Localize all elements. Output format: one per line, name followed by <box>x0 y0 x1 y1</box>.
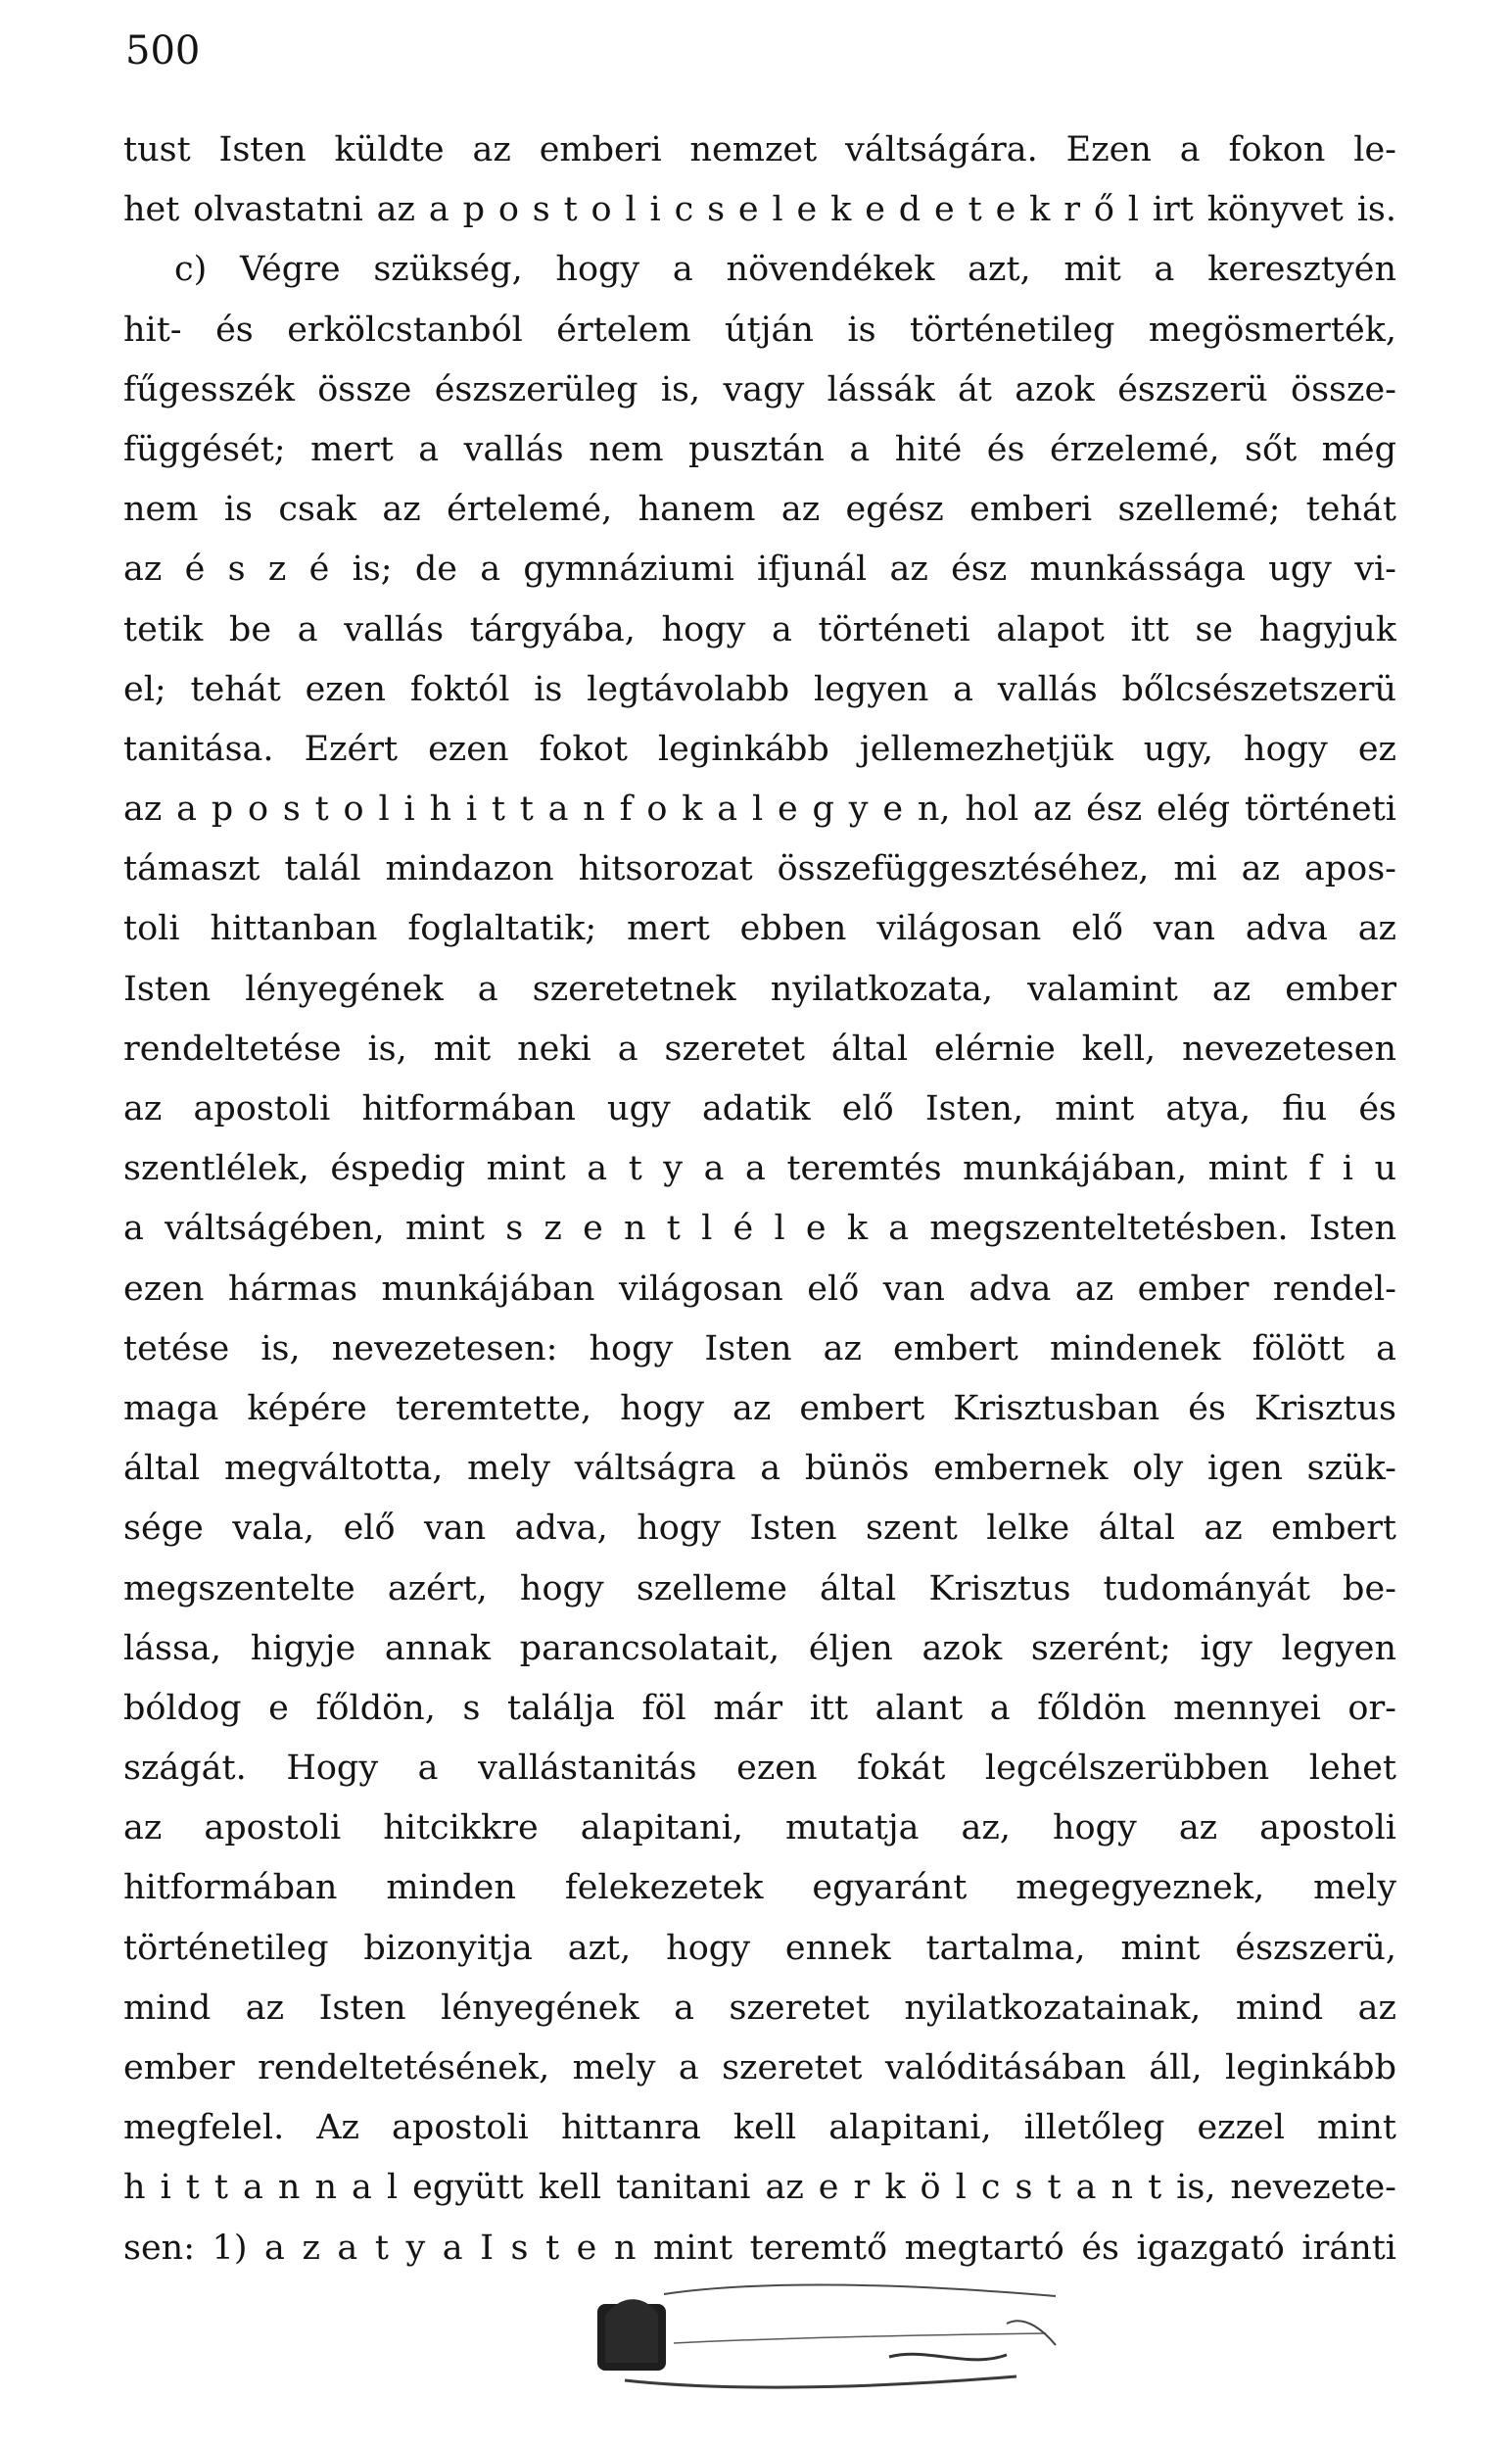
text-line: tetik be a vallás tárgyába, hogy a történeti alapot itt se hagyjuk <box>123 609 1396 649</box>
text-line: az é s z é is; de a gymnáziumi ifjunál az ész munkássága ugy vi- <box>123 550 1396 590</box>
text-line: ember rendeltetésének, mely a szeretet valóditásában áll, leginkább <box>123 2048 1396 2087</box>
text-line: h i t t a n n a l együtt kell tanitani az e r k ö l c s t a n t is, nevezete- <box>123 2168 1396 2208</box>
body-text <box>123 120 1396 2278</box>
text-line: het olvastatni az a p o s t o l i c s e l e k e d e t e k r ő l irt könyvet is. <box>123 190 1396 230</box>
text-line: szentlélek, éspedig mint a t y a a teremtés munkájában, mint f i u <box>123 1149 1396 1189</box>
text-line: hit- és erkölcstanból értelem útján is történetileg megösmerték, <box>123 310 1396 350</box>
text-line: toli hittanban foglaltatik; mert ebben világosan elő van adva az <box>123 909 1396 949</box>
text-line: a váltságében, mint s z e n t l é l e k a megszenteltetésben. Isten <box>123 1209 1396 1249</box>
text-line: tetése is, nevezetesen: hogy Isten az embert mindenek fölött a <box>123 1328 1396 1368</box>
text-line: el; tehát ezen foktól is legtávolabb legyen a vallás bőlcsészetszerü <box>123 669 1396 709</box>
text-line: függését; mert a vallás nem pusztán a hité és érzelemé, sőt még <box>123 429 1396 469</box>
text-line: az apostoli hitcikkre alapitani, mutatja az, hogy az apostoli <box>123 1808 1396 1848</box>
library-stamp <box>595 2275 1065 2392</box>
text-line: maga képére teremtette, hogy az embert Krisztusban és Krisztus <box>123 1388 1396 1428</box>
text-line: nem is csak az értelemé, hanem az egész emberi szellemé; tehát <box>123 490 1396 530</box>
text-line: fűgesszék össze észszerüleg is, vagy lássák át azok észszerü össze- <box>123 369 1396 409</box>
text-line: mind az Isten lényegének a szeretet nyilatkozatainak, mind az <box>123 1988 1396 2028</box>
text-line: lássa, higyje annak parancsolatait, éljen azok szerént; igy legyen <box>123 1628 1396 1668</box>
library-stamp-graphic <box>595 2275 1065 2392</box>
text-line: rendeltetése is, mit neki a szeretet által elérnie kell, nevezetesen <box>123 1029 1396 1069</box>
text-line: történetileg bizonyitja azt, hogy ennek tartalma, mint észszerü, <box>123 1928 1396 1968</box>
text-line: megfelel. Az apostoli hittanra kell alapitani, illetőleg ezzel mint <box>123 2108 1396 2148</box>
text-line: az a p o s t o l i h i t t a n f o k a l e g y e n, hol az ész elég történeti <box>123 790 1396 830</box>
text-line: tust Isten küldte az emberi nemzet váltságára. Ezen a fokon le- <box>123 130 1396 169</box>
text-line: bóldog e főldön, s találja föl már itt alant a főldön mennyei or- <box>123 1688 1396 1728</box>
text-line: támaszt talál mindazon hitsorozat összefüggesztéséhez, mi az apos- <box>123 849 1396 889</box>
text-line: megszentelte azért, hogy szelleme által Krisztus tudományát be- <box>123 1568 1396 1608</box>
text-line: ezen hármas munkájában világosan elő van adva az ember rendel- <box>123 1269 1396 1309</box>
text-line: az apostoli hitformában ugy adatik elő Isten, mint atya, fiu és <box>123 1089 1396 1128</box>
text-line: c) Végre szükség, hogy a növendékek azt, mit a keresztyén <box>174 250 1396 290</box>
page-number: 500 <box>125 28 201 73</box>
text-line: által megváltotta, mely váltságra a bünös embernek oly igen szük- <box>123 1449 1396 1489</box>
text-line: sége vala, elő van adva, hogy Isten szent lelke által az embert <box>123 1509 1396 1549</box>
text-line: szágát. Hogy a vallástanitás ezen fokát legcélszerübben lehet <box>123 1749 1396 1789</box>
text-line: hitformában minden felekezetek egyaránt megegyeznek, mely <box>123 1868 1396 1908</box>
text-line: sen: 1) a z a t y a I s t e n mint teremtő megtartó és igazgató iránti <box>123 2228 1396 2268</box>
text-line: Isten lényegének a szeretetnek nyilatkozata, valamint az ember <box>123 969 1396 1009</box>
text-line: tanitása. Ezért ezen fokot leginkább jellemezhetjük ugy, hogy ez <box>123 729 1396 769</box>
